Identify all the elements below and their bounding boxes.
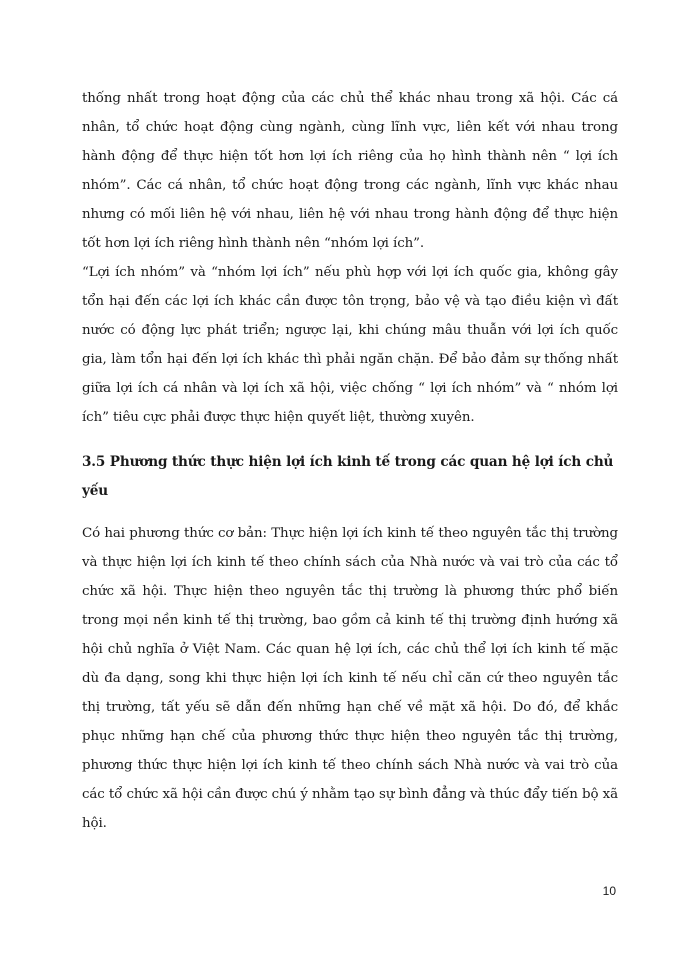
paragraph-interest-groups: thống nhất trong hoạt động của các chủ thể khác nhau trong xã hội. Các cá nhân, tổ chức hoạt động cùng ngành, cùng lĩnh vực, liên kết với nhau trong hành động để thực hiện tốt hơn lợi ích riêng của họ hình thành nên “ lợi ích nhóm”. Các cá nhân, tổ chức hoạt động trong các ngành, lĩnh vực khác nhau nhưng có mối liên hệ với nhau, liên hệ với nhau trong hành động để thực hiện tốt hơn lợi ích riêng hình thành nên “nhóm lợi ích”.	[82, 91, 618, 251]
paragraph-implementation-methods: Có hai phương thức cơ bản: Thực hiện lợi ích kinh tế theo nguyên tắc thị trường và thực hiện lợi ích kinh tế theo chính sách của Nhà nước và vai trò của các tổ chức xã hội. Thực hiện theo nguyên tắc thị trường là phương thức phổ biến trong mọi nền kinh tế thị trường, bao gồm cả kinh tế thị trường định hướng xã hội chủ nghĩa ở Việt Nam. Các quan hệ lợi ích, các chủ thể lợi ích kinh tế mặc dù đa dạng, song khi thực hiện lợi ích kinh tế nếu chỉ căn cứ theo nguyên tắc thị trường, tất yếu sẽ dẫn đến những hạn chế về mặt xã hội. Do đó, để khắc phục những hạn chế của phương thức thực hiện theo nguyên tắc thị trường, phương thức thực hiện lợi ích kinh tế theo chính sách Nhà nước và vai trò của các tổ chức xã hội cần được chú ý nhằm tạo sự bình đẳng và thúc đẩy tiến bộ xã hội.	[82, 526, 618, 831]
page-body	[82, 84, 618, 838]
page-number: 10	[602, 884, 616, 898]
paragraph-group-interests-policy: “Lợi ích nhóm” và “nhóm lợi ích” nếu phù hợp với lợi ích quốc gia, không gây tổn hại đến các lợi ích khác cần được tôn trọng, bảo vệ và tạo điều kiện vì đất nước có động lực phát triển; ngược lại, khi chúng mâu thuẫn với lợi ích quốc gia, làm tổn hại đến lợi ích khác thì phải ngăn chặn. Để bảo đảm sự thống nhất giữa lợi ích cá nhân và lợi ích xã hội, việc chống “ lợi ích nhóm” và “ nhóm lợi ích” tiêu cực phải được thực hiện quyết liệt, thường xuyên.	[82, 265, 618, 425]
section-heading: 3.5 Phương thức thực hiện lợi ích kinh tế trong các quan hệ lợi ích chủ yếu	[82, 454, 614, 499]
